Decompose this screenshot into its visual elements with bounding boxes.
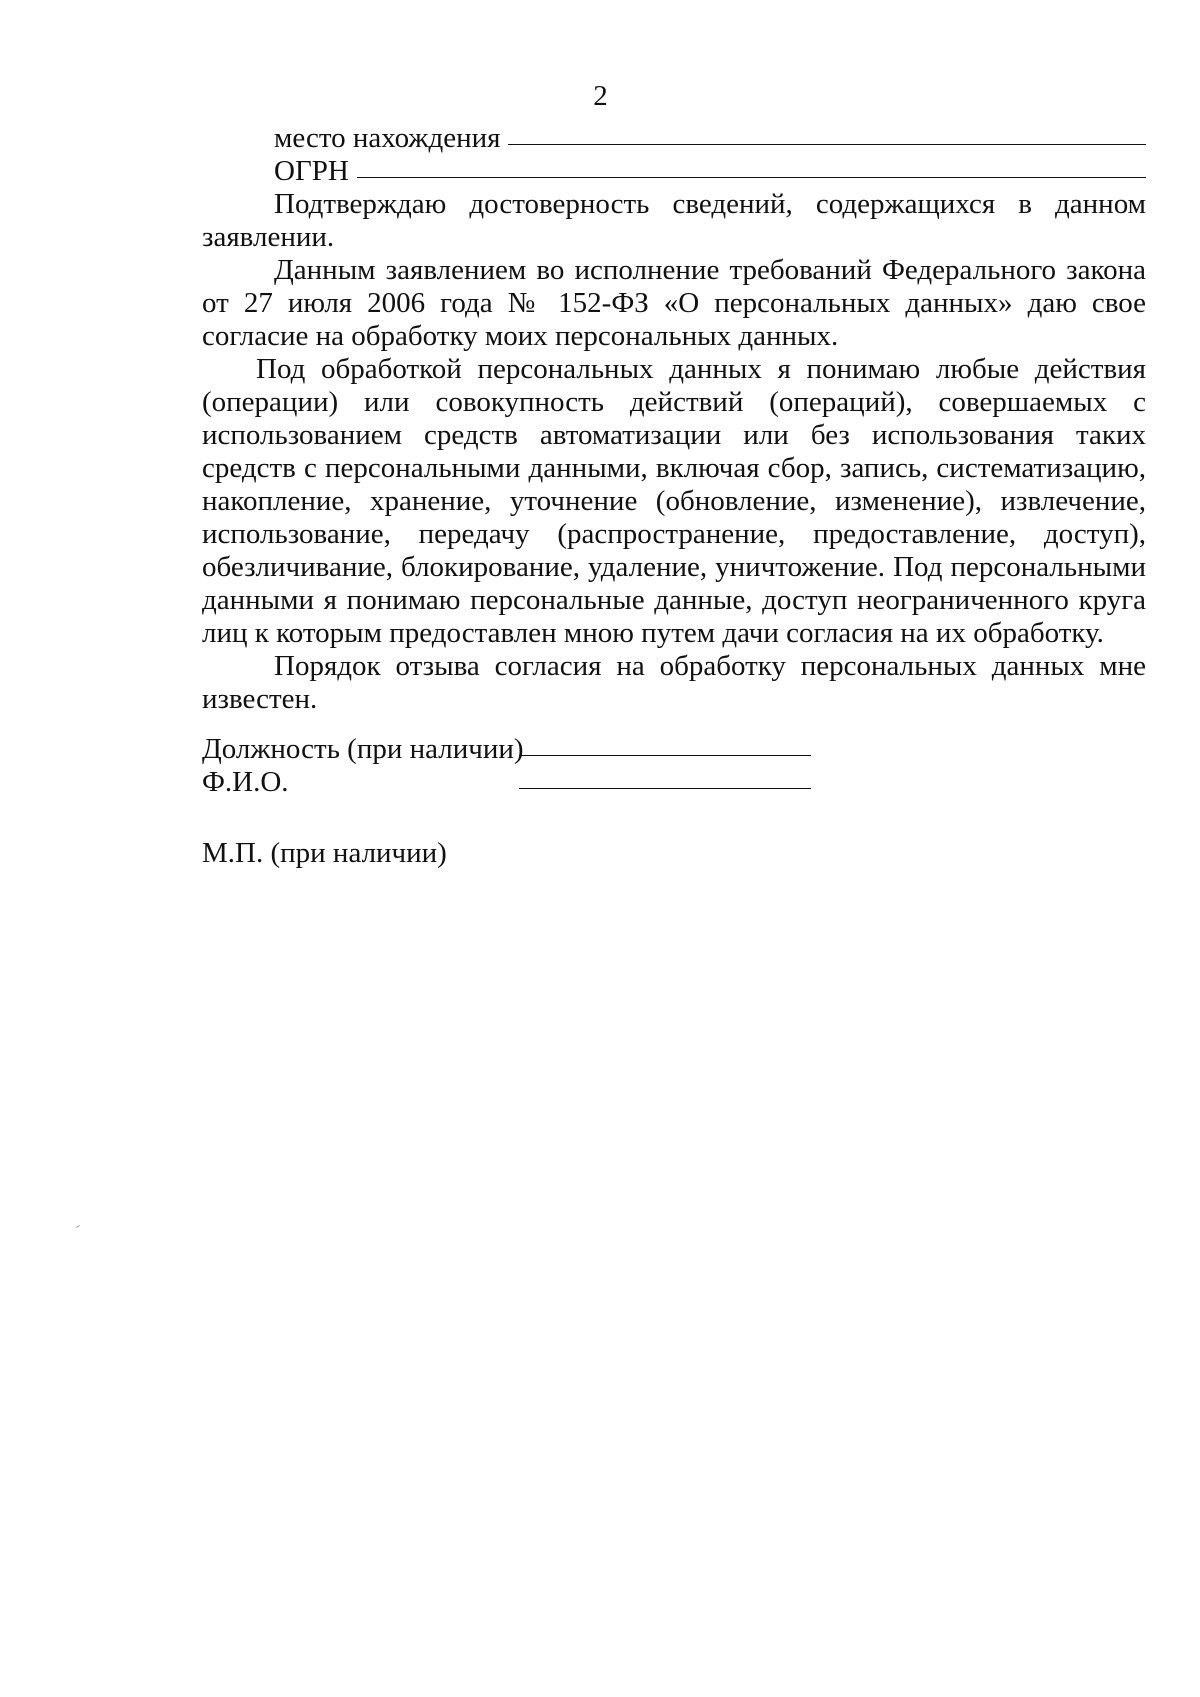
definition-paragraph: Под обработкой персональных данных я понимаю любые действия (операции) или совокупность действий (операций), совершаемых с использованием средств автоматизации или без использования таких средств с персональными данными, включая сбор, запись, систематизацию, накопление, хранение, уточнение (обновление, изменение), извлечение, использование, передачу (распространение, предоставление, доступ), обезличивание, блокирование, удаление, уничтожение. Под персональными данными я понимаю персональные данные, доступ неограниченного круга лиц к которым предоставлен мною путем дачи согласия на их обработку. — [202, 353, 1146, 649]
position-row — [202, 733, 811, 766]
name-label: Ф.И.О. — [202, 766, 289, 798]
ogrn-label: ОГРН — [274, 155, 349, 187]
location-label: место нахождения — [274, 122, 501, 154]
location-input-line — [508, 143, 1146, 145]
ogrn-input-line — [357, 176, 1146, 178]
location-field — [202, 122, 1146, 155]
consent-paragraph: Данным заявлением во исполнение требований Федерального закона от 27 июля 2006 года № 152-ФЗ «О персональных данных» даю свое согласие на обработку моих персональных данных. — [202, 254, 1146, 352]
stamp-label: М.П. (при наличии) — [202, 837, 447, 869]
withdrawal-paragraph: Порядок отзыва согласия на обработку персональных данных мне известен. — [202, 650, 1146, 715]
confirm-paragraph: Подтверждаю достоверность сведений, содержащихся в данном заявлении. — [202, 188, 1146, 253]
scan-speck — [76, 1225, 80, 1228]
position-label: Должность (при наличии) — [202, 733, 524, 765]
ogrn-field — [202, 155, 1146, 188]
name-row — [202, 766, 811, 799]
name-input-line — [519, 787, 811, 789]
document-body — [202, 122, 1146, 716]
page-number: 2 — [593, 80, 608, 112]
signature-block — [202, 733, 811, 799]
position-input-line — [519, 754, 811, 756]
